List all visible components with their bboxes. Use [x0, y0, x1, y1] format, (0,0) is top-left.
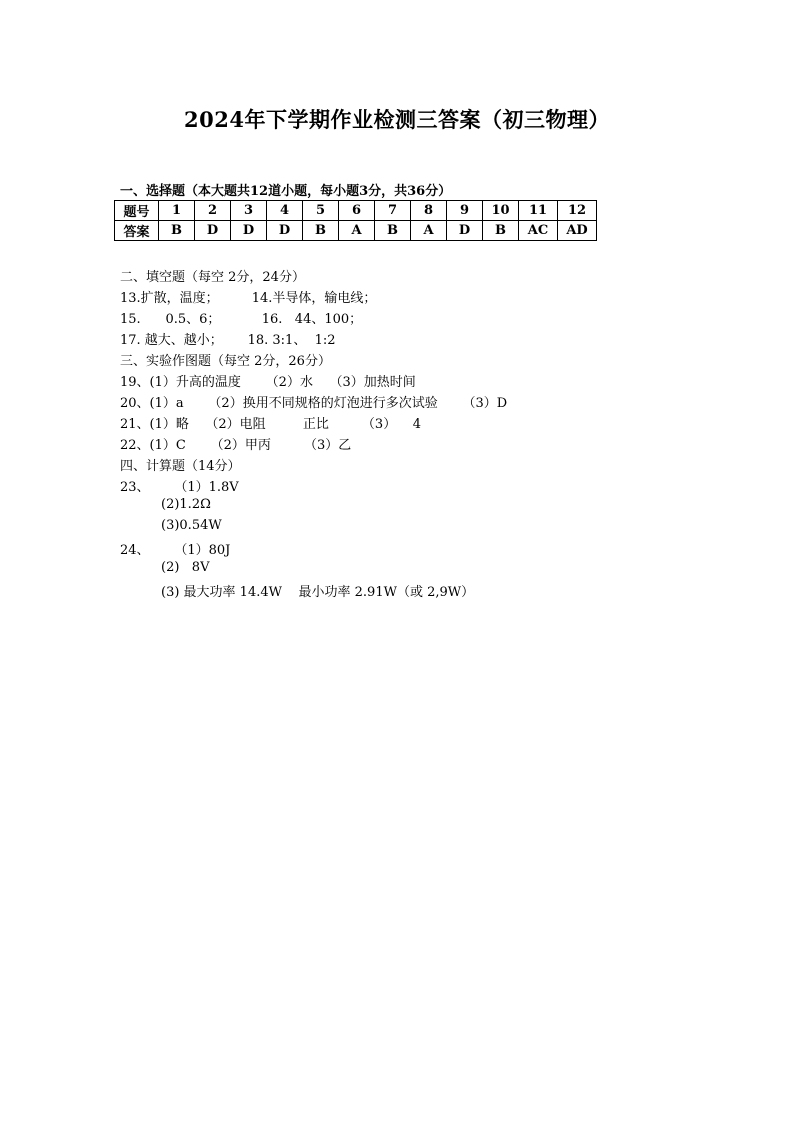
question-number: 5 — [303, 201, 339, 221]
answer-cell: A — [339, 221, 375, 241]
question-number: 11 — [519, 201, 558, 221]
answer-cell: B — [303, 221, 339, 241]
section-fill-heading: 二、填空题（每空 2分，24分） — [120, 270, 305, 285]
calc-answer-line: (3) 最大功率 14.4W 最小功率 2.91W（或 2,9W） — [161, 585, 475, 600]
answer-cell: B — [375, 221, 411, 241]
question-number: 4 — [267, 201, 303, 221]
answer-cell: AD — [558, 221, 597, 241]
question-number: 7 — [375, 201, 411, 221]
section-choice-heading: 一、选择题（本大题共12道小题，每小题3分，共36分） — [120, 184, 452, 199]
fill-answer-line: 17. 越大、越小； 18. 3:1、 1:2 — [120, 333, 336, 348]
question-number: 10 — [483, 201, 519, 221]
experiment-answer-line: 20、(1）a （2）换用不同规格的灯泡进行多次试验 （3）D — [120, 396, 508, 411]
table-row-answers — [115, 221, 597, 241]
calc-answer-line: (2)1.2Ω — [161, 497, 211, 512]
answer-cell: D — [447, 221, 483, 241]
experiment-answer-line: 21、(1）略 （2）电阻 正比 （3） 4 — [120, 417, 422, 432]
experiment-answer-line: 19、(1）升高的温度 （2）水 （3）加热时间 — [120, 375, 416, 390]
question-number: 12 — [558, 201, 597, 221]
question-number: 2 — [195, 201, 231, 221]
calc-answer-line: 23、 （1）1.8V — [120, 480, 239, 495]
section-experiment-heading: 三、实验作图题（每空 2分，26分） — [120, 354, 331, 369]
fill-answer-line: 15. 0.5、6； 16. 44、100； — [120, 312, 363, 327]
question-number: 8 — [411, 201, 447, 221]
table-row-questions — [115, 201, 597, 221]
answer-cell: B — [159, 221, 195, 241]
answer-cell: D — [231, 221, 267, 241]
calc-answer-line: 24、 （1）80J — [120, 543, 231, 558]
question-number: 3 — [231, 201, 267, 221]
answer-cell: D — [195, 221, 231, 241]
question-number: 1 — [159, 201, 195, 221]
row-label-question: 题号 — [115, 201, 159, 221]
calc-answer-line: (2) 8V — [161, 560, 210, 575]
answer-cell: AC — [519, 221, 558, 241]
row-label-answer: 答案 — [115, 221, 159, 241]
answer-cell: D — [267, 221, 303, 241]
calc-answer-line: (3)0.54W — [161, 518, 222, 533]
experiment-answer-line: 22、(1）C （2）甲丙 （3）乙 — [120, 438, 352, 453]
question-number: 9 — [447, 201, 483, 221]
section-calc-heading: 四、计算题（14分） — [120, 459, 241, 474]
page-title: 2024年下学期作业检测三答案（初三物理） — [184, 107, 610, 132]
answer-cell: B — [483, 221, 519, 241]
answer-table — [114, 200, 597, 241]
answer-cell: A — [411, 221, 447, 241]
question-number: 6 — [339, 201, 375, 221]
fill-answer-line: 13.扩散，温度； 14.半导体，输电线； — [120, 291, 377, 306]
